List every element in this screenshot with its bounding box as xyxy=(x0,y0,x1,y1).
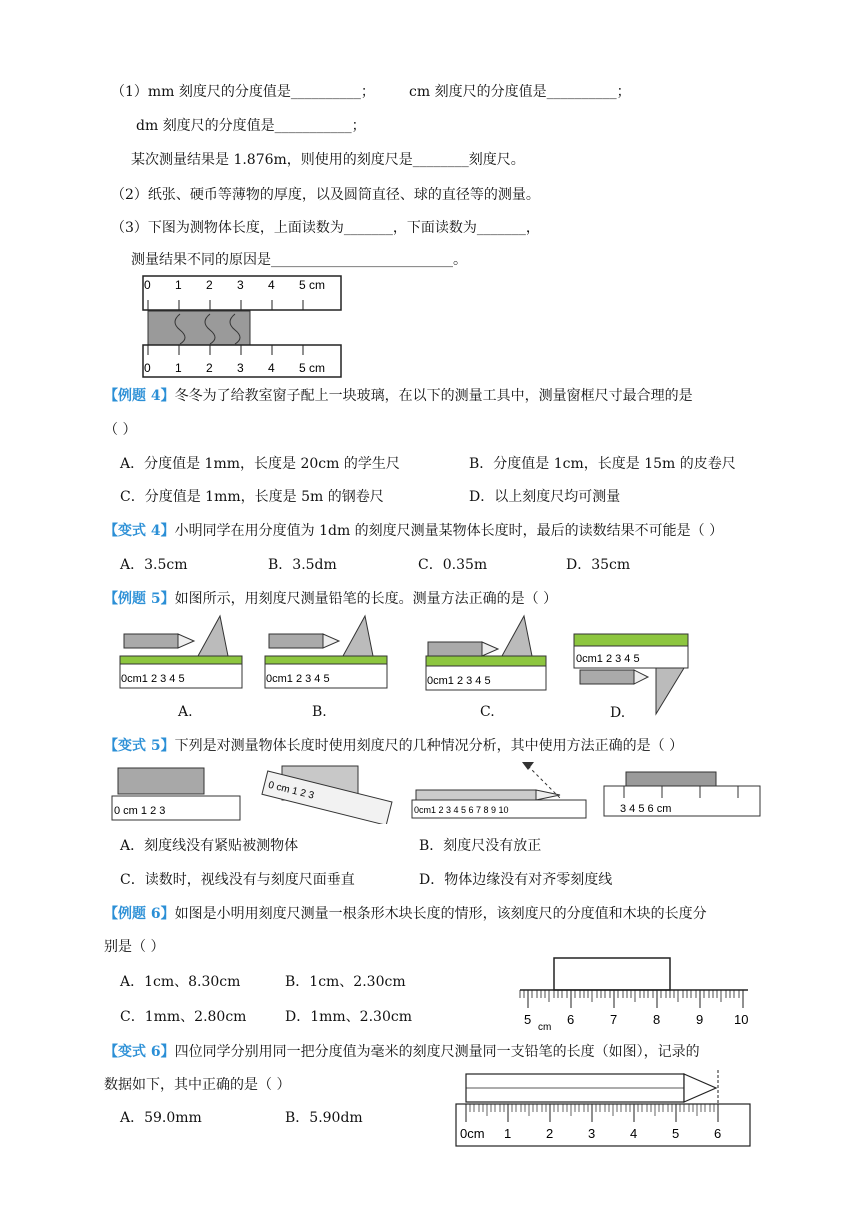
ex5-figure-c xyxy=(424,612,550,692)
var6-stem1: 四位同学分别用同一把分度值为毫米的刻度尺测量同一支铅笔的长度（如图），记录的 xyxy=(174,1044,700,1060)
q1-line1a: （1）mm 刻度尺的分度值是__________； xyxy=(111,84,375,100)
ex6-stem2: 别是（ ） xyxy=(104,939,165,955)
q3-line1: （3）下图为测物体长度，上面读数为_______，下面读数为_______， xyxy=(111,220,540,236)
ex5-tag: 【例题 5】 xyxy=(104,591,175,607)
var4-option-c: C．0.35m xyxy=(418,557,488,573)
var5-option-d: D．物体边缘没有对齐零刻度线 xyxy=(419,872,613,888)
q3-bottom-label-1: 1 xyxy=(175,361,182,375)
ex4-stem-line xyxy=(104,386,693,406)
ex5-label-c: C. xyxy=(480,704,495,720)
var6-label-5: 5 xyxy=(672,1126,680,1141)
ex5-stem: 如图所示，用刻度尺测量铅笔的长度。测量方法正确的是（ ） xyxy=(174,591,558,607)
var6-ruler-figure xyxy=(454,1070,752,1148)
ex5-label-b: B. xyxy=(312,704,327,720)
var5-stem: 下列是对测量物体长度时使用刻度尺的几种情况分析，其中使用方法正确的是（ ） xyxy=(174,738,684,754)
var6-label-6: 6 xyxy=(714,1126,722,1141)
ex5-d-ruler-text: 0cm1 2 3 4 5 xyxy=(576,653,640,665)
ex5-stem-line xyxy=(104,589,557,609)
ex6-label-7: 7 xyxy=(610,1012,618,1027)
q3-ruler-figure xyxy=(140,274,345,380)
ex4-option-a: A．分度值是 1mm，长度是 20cm 的学生尺 xyxy=(120,456,400,472)
q3-top-label-0: 0 xyxy=(144,278,151,292)
var5-fig3-text: 0cm1 2 3 4 5 6 7 8 9 10 xyxy=(414,805,509,815)
var5-option-b: B．刻度尺没有放正 xyxy=(419,838,542,854)
var5-fig1-text: 0 cm 1 2 3 xyxy=(114,805,166,817)
ex6-unit: cm xyxy=(538,1022,552,1033)
var6-stem-line xyxy=(104,1042,700,1062)
var6-option-b: B．5.90dm xyxy=(285,1110,363,1126)
q3-bottom-label-2: 2 xyxy=(206,361,213,375)
var5-stem-line xyxy=(104,736,683,756)
var4-option-d: D．35cm xyxy=(566,557,631,573)
q3-top-label-2: 2 xyxy=(206,278,213,292)
ex5-label-a: A. xyxy=(178,704,193,720)
var5-figure-4 xyxy=(602,768,762,820)
var6-stem2: 数据如下，其中正确的是（ ） xyxy=(104,1077,291,1093)
var6-label-0: 0cm xyxy=(460,1126,485,1141)
var6-label-2: 2 xyxy=(546,1126,554,1141)
q1-line2: dm 刻度尺的分度值是___________； xyxy=(136,118,366,134)
ex5-b-ruler-text: 0cm1 2 3 4 5 xyxy=(266,673,330,685)
var5-figure-2 xyxy=(258,762,394,824)
var6-tag: 【变式 6】 xyxy=(104,1044,175,1060)
var5-option-c: C．读数时，视线没有与刻度尺面垂直 xyxy=(120,872,355,888)
q3-top-label-3: 3 xyxy=(237,278,244,292)
var4-option-b: B．3.5dm xyxy=(268,557,337,573)
ex6-label-6: 6 xyxy=(567,1012,575,1027)
ex6-stem1: 如图是小明用刻度尺测量一根条形木块长度的情形，该刻度尺的分度值和木块的长度分 xyxy=(174,906,707,922)
q3-bottom-label-3: 3 xyxy=(237,361,244,375)
ex6-option-d: D．1mm、2.30cm xyxy=(285,1009,412,1025)
var6-label-4: 4 xyxy=(630,1126,638,1141)
var4-option-a: A．3.5cm xyxy=(120,557,188,573)
ex4-tag: 【例题 4】 xyxy=(104,388,175,404)
var5-tag: 【变式 5】 xyxy=(104,738,175,754)
q3-top-label-5: 5 cm xyxy=(299,278,326,292)
ex6-label-5: 5 xyxy=(524,1012,532,1027)
q3-bottom-label-5: 5 cm xyxy=(299,361,326,375)
q3-top-label-4: 4 xyxy=(268,278,275,292)
q1-line1b: cm 刻度尺的分度值是__________； xyxy=(409,84,631,100)
var5-fig4-text: 3 4 5 6 cm xyxy=(620,803,672,815)
var4-tag: 【变式 4】 xyxy=(104,523,175,539)
ex6-tag: 【例题 6】 xyxy=(104,906,175,922)
var6-label-1: 1 xyxy=(504,1126,512,1141)
ex5-c-ruler-text: 0cm1 2 3 4 5 xyxy=(427,675,491,687)
q3-line2: 测量结果不同的原因是__________________________。 xyxy=(131,252,467,268)
ex6-option-a: A．1cm、8.30cm xyxy=(120,974,241,990)
ex6-label-9: 9 xyxy=(696,1012,704,1027)
var4-stem: 小明同学在用分度值为 1dm 的刻度尺测量某物体长度时，最后的读数结果不可能是（ ） xyxy=(174,523,724,539)
ex4-option-b: B．分度值是 1cm，长度是 15m 的皮卷尺 xyxy=(469,456,736,472)
var6-option-a: A．59.0mm xyxy=(120,1110,202,1126)
ex5-figure-a xyxy=(118,612,246,692)
q1-line3: 某次测量结果是 1.876m，则使用的刻度尺是________刻度尺。 xyxy=(131,152,525,168)
ex5-a-ruler-text: 0cm1 2 3 4 5 xyxy=(121,673,185,685)
var5-figure-3 xyxy=(410,762,588,820)
ex6-option-c: C．1mm、2.80cm xyxy=(120,1009,247,1025)
var4-stem-line xyxy=(104,521,723,541)
ex4-stem: 冬冬为了给教室窗子配上一块玻璃，在以下的测量工具中，测量窗框尺寸最合理的是 xyxy=(174,388,693,404)
var5-figure-1 xyxy=(110,764,242,822)
ex5-figure-b xyxy=(263,612,391,692)
ex5-figure-d xyxy=(572,632,692,718)
ex6-ruler-figure xyxy=(516,956,754,1038)
q3-bottom-label-4: 4 xyxy=(268,361,275,375)
ex6-label-10: 10 xyxy=(734,1012,749,1027)
var5-option-a: A．刻度线没有紧贴被测物体 xyxy=(120,838,299,854)
ex4-paren: （ ） xyxy=(104,422,137,438)
ex5-label-d: D. xyxy=(610,705,626,721)
q2-text: （2）纸张、硬币等薄物的厚度，以及圆筒直径、球的直径等的测量。 xyxy=(111,187,540,203)
q3-bottom-label-0: 0 xyxy=(144,361,151,375)
q3-top-label-1: 1 xyxy=(175,278,182,292)
var5-fig2-text: 0 cm 1 2 3 xyxy=(267,779,316,802)
ex4-option-c: C．分度值是 1mm，长度是 5m 的钢卷尺 xyxy=(120,489,384,505)
ex6-label-8: 8 xyxy=(653,1012,661,1027)
ex6-stem-line xyxy=(104,904,707,924)
ex4-option-d: D．以上刻度尺均可测量 xyxy=(469,489,621,505)
var6-label-3: 3 xyxy=(588,1126,596,1141)
ex6-option-b: B．1cm、2.30cm xyxy=(285,974,406,990)
